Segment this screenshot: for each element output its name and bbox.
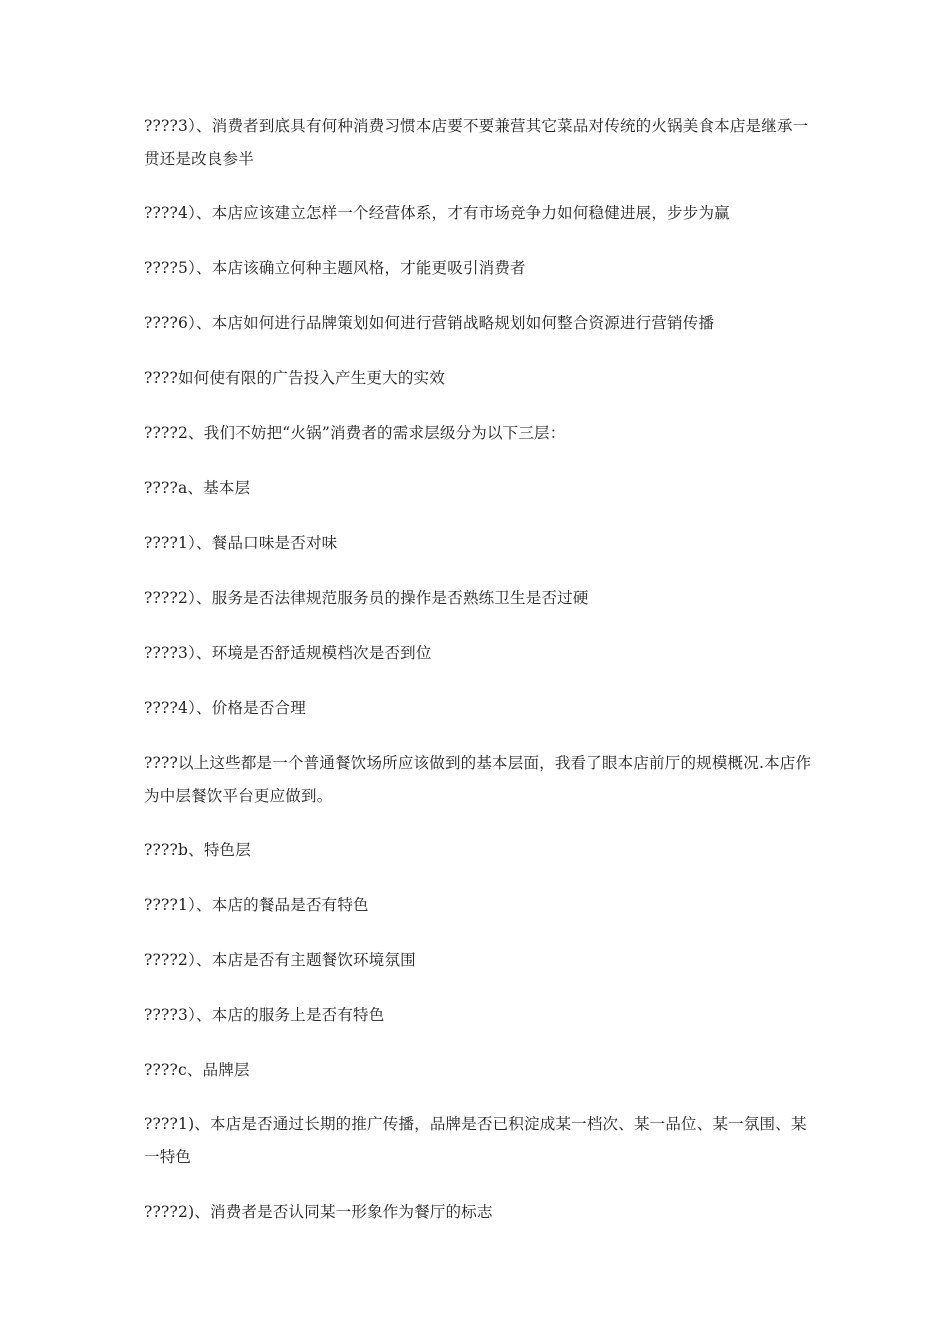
paragraph-feature-food: ????1）、本店的餐品是否有特色 bbox=[144, 896, 369, 914]
paragraph-price: ????4）、价格是否合理 bbox=[144, 699, 306, 717]
paragraph-taste: ????1）、餐品口味是否对味 bbox=[144, 534, 338, 552]
paragraph-service: ????2）、服务是否法律规范服务员的操作是否熟练卫生是否过硬 bbox=[144, 589, 589, 607]
paragraph-demand-levels: ????2、我们不妨把“火锅”消费者的需求层级分为以下三层： bbox=[144, 424, 566, 442]
paragraph-environment: ????3）、环境是否舒适规模档次是否到位 bbox=[144, 644, 432, 662]
paragraph-basic-summary: ????以上这些都是一个普通餐饮场所应该做到的基本层面，我看了眼本店前厅的规模概况.本店作为中层餐饮平台更应做到。 bbox=[144, 754, 812, 805]
heading-basic-level: ????a、基本层 bbox=[144, 479, 251, 497]
paragraph-feature-atmosphere: ????2）、本店是否有主题餐饮环境氛围 bbox=[144, 951, 416, 969]
paragraph-brand-promotion: ????1)、本店是否通过长期的推广传播，品牌是否已积淀成某一档次、某一品位、某一氛围、某一特色 bbox=[144, 1115, 807, 1166]
heading-brand-level: ????c、品牌层 bbox=[144, 1061, 250, 1079]
paragraph-theme-style: ????5）、本店该确立何种主题风格，才能更吸引消费者 bbox=[144, 259, 526, 277]
heading-feature-level: ????b、特色层 bbox=[144, 841, 251, 859]
paragraph-brand-image: ????2)、消费者是否认同某一形象作为餐厅的标志 bbox=[144, 1203, 493, 1221]
paragraph-brand-planning: ????6）、本店如何进行品牌策划如何进行营销战略规划如何整合资源进行营销传播 bbox=[144, 314, 715, 332]
paragraph-business-system: ????4）、本店应该建立怎样一个经营体系，才有市场竞争力如何稳健进展，步步为赢 bbox=[144, 204, 730, 222]
paragraph-feature-service: ????3）、本店的服务上是否有特色 bbox=[144, 1006, 385, 1024]
paragraph-ad-effect: ????如何使有限的广告投入产生更大的实效 bbox=[144, 369, 445, 387]
paragraph-consumer-habits: ????3）、消费者到底具有何种消费习惯本店要不要兼营其它菜品对传统的火锅美食本店是继承一贯还是改良参半 bbox=[144, 117, 809, 168]
